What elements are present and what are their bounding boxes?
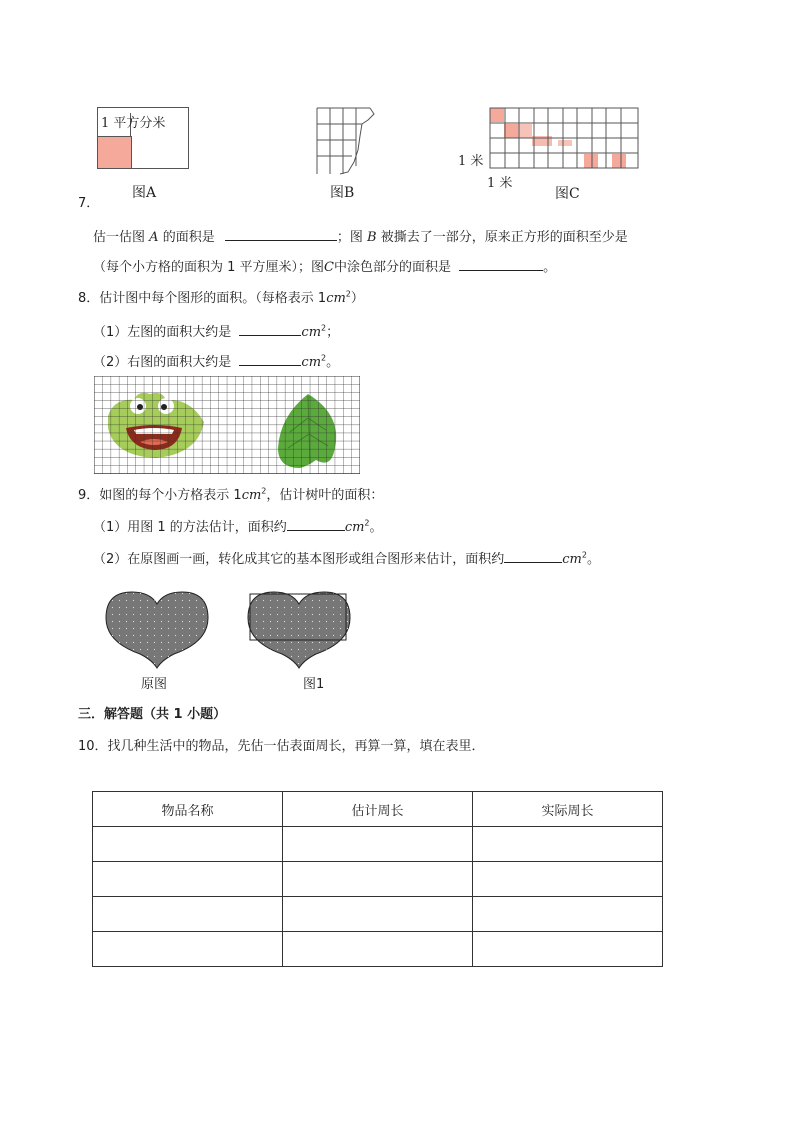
q7-number: 7． <box>78 196 100 211</box>
q8-unit-sup: 2 <box>345 289 351 299</box>
q8-title-end: ） <box>350 291 364 306</box>
q9-unit-sup: 2 <box>261 486 267 496</box>
table-row <box>93 827 663 862</box>
table-cell[interactable] <box>93 897 283 932</box>
q7-answer-blank-2[interactable] <box>459 258 543 271</box>
q7-line1-a: 估一估图 <box>93 230 146 245</box>
figure-c-horizontal-label: 1 米 <box>487 176 513 191</box>
q7-line2-a: （每个小方格的面积为 1 平方厘米）；图 <box>93 260 325 275</box>
table-row <box>93 862 663 897</box>
q8-unit: cm <box>326 291 346 306</box>
q9-figure-1 <box>246 590 352 670</box>
section-3-title: 三．解答题（共 1 小题） <box>78 707 227 722</box>
q8-grid-figure <box>94 376 360 474</box>
q8-answer-blank-2[interactable] <box>239 353 301 366</box>
q7-line1-d: 被撕去了一部分，原来正方形的面积至少是 <box>380 230 628 245</box>
table-cell[interactable] <box>473 827 663 862</box>
q10-title: 10．找几种生活中的物品，先估一估表面周长，再算一算，填在表里． <box>78 739 485 754</box>
figure-c-caption: 图C <box>555 186 580 202</box>
figure-c-vertical-label: 1 米 <box>458 154 484 169</box>
table-row <box>93 897 663 932</box>
table-cell[interactable] <box>93 862 283 897</box>
q8-title <box>78 290 364 308</box>
table-cell[interactable] <box>283 897 473 932</box>
q8-item2-unit: cm <box>301 355 322 370</box>
q7-line-2 <box>93 258 556 277</box>
q10-table-header-row <box>93 792 663 827</box>
q9-caption-original: 原图 <box>141 677 168 692</box>
q8-answer-blank-1[interactable] <box>239 323 301 336</box>
table-cell[interactable] <box>473 932 663 967</box>
q7-answer-blank-1[interactable] <box>225 228 337 241</box>
q7-var-b: B <box>367 230 377 245</box>
q9-answer-blank-1[interactable] <box>287 518 345 531</box>
figure-a-shaded-square <box>97 136 132 169</box>
figure-b <box>312 106 380 178</box>
table-cell[interactable] <box>283 862 473 897</box>
q10-header-item-name: 物品名称 <box>93 792 283 827</box>
table-cell[interactable] <box>473 862 663 897</box>
table-cell[interactable] <box>93 932 283 967</box>
q8-item1-unit: cm <box>301 325 322 340</box>
q8-item2-unit-sup: 2 <box>321 353 327 363</box>
q7-var-c: C <box>324 260 334 275</box>
q9-item2-end: 。 <box>586 552 600 567</box>
table-cell[interactable] <box>283 827 473 862</box>
q9-item2-unit: cm <box>562 552 582 567</box>
q9-item1-unit: cm <box>344 520 365 535</box>
q8-item1-unit-sup: 2 <box>321 323 327 333</box>
q9-title-a: 9．如图的每个小方格表示 1 <box>78 488 242 503</box>
q9-item2-label: （2）在原图画一画，转化成其它的基本图形或组合图形来估计，面积约 <box>93 552 505 567</box>
q10-table <box>92 791 663 967</box>
q7-line2-b: 中涂色部分的面积是 <box>334 260 452 275</box>
figure-b-caption: 图B <box>330 185 355 201</box>
q7-line2-end: 。 <box>543 260 557 275</box>
figure-a-inner-label: 1 平方分米 <box>101 116 166 131</box>
q9-unit: cm <box>241 488 262 503</box>
figure-a-inner-line-h <box>98 136 131 137</box>
q8-item1-end: ； <box>326 325 340 340</box>
q9-item-1 <box>93 518 383 537</box>
q9-item2-unit-sup: 2 <box>581 550 587 560</box>
q7-line1-c: ；图 <box>336 230 363 245</box>
q8-item-1 <box>93 323 339 342</box>
q9-answer-blank-2[interactable] <box>504 550 562 563</box>
figure-c <box>488 106 640 172</box>
table-cell[interactable] <box>93 827 283 862</box>
table-cell[interactable] <box>473 897 663 932</box>
table-row <box>93 932 663 967</box>
q9-caption-fig1: 图1 <box>303 677 325 692</box>
q8-item2-end: 。 <box>326 355 340 370</box>
q9-item1-label: （1）用图 1 的方法估计，面积约 <box>93 520 287 535</box>
q9-item1-unit-sup: 2 <box>364 518 370 528</box>
q9-item-2 <box>93 550 600 569</box>
q10-header-estimated: 估计周长 <box>283 792 473 827</box>
q8-item2-label: （2）右图的面积大约是 <box>93 355 232 370</box>
q7-line1-b: 的面积是 <box>162 230 215 245</box>
q8-item-2 <box>93 353 339 372</box>
q9-item1-end: 。 <box>369 520 383 535</box>
q8-item1-label: （1）左图的面积大约是 <box>93 325 232 340</box>
table-cell[interactable] <box>283 932 473 967</box>
q10-header-actual: 实际周长 <box>473 792 663 827</box>
figure-a <box>97 107 189 169</box>
q9-title <box>78 487 383 505</box>
q7-var-a: A <box>149 230 159 245</box>
q8-title-a: 8．估计图中每个图形的面积。（每格表示 1 <box>78 291 327 306</box>
q7-line-1 <box>93 228 628 247</box>
q9-original-leaf <box>102 590 212 670</box>
q9-title-b: ，估计树叶的面积： <box>266 488 384 503</box>
figure-a-caption: 图A <box>132 185 157 201</box>
